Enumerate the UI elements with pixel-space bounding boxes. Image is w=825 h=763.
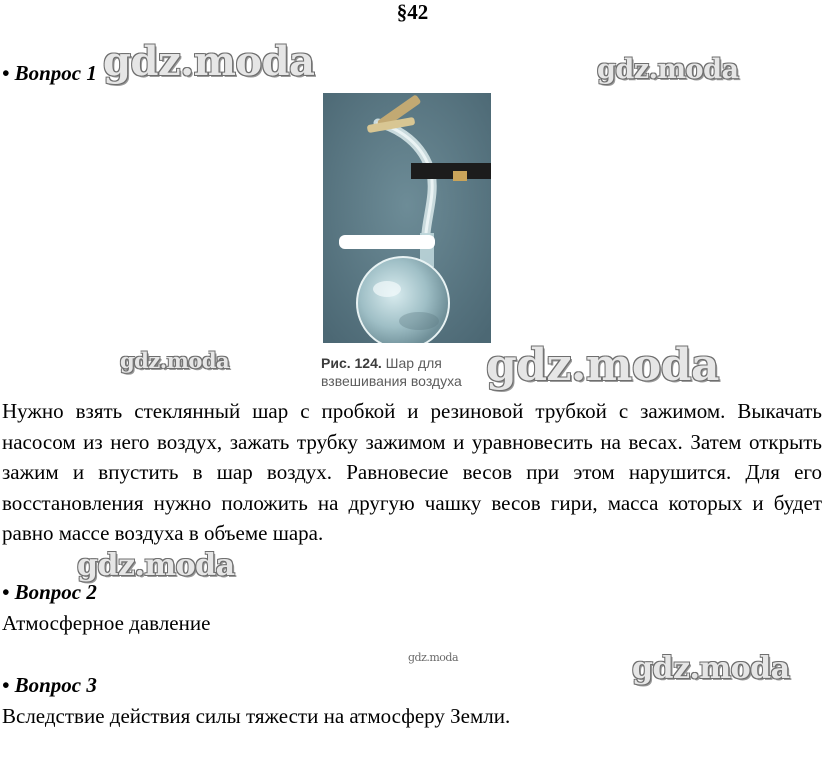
watermark: gdz.moda	[120, 348, 230, 373]
watermark: gdz.moda	[103, 38, 315, 85]
watermark: gdz.moda	[597, 54, 739, 85]
question-1-answer: Нужно взять стеклянный шар с пробкой и резиновой трубкой с зажимом. Выкачать насосом из него воздух, зажать трубку зажимом и уравновесить на весах. Затем открыть зажим и впустить в шар воздух. Равновесие весов при этом нарушится. Для его восстановления нужно положить на другую чашку весов гири, масса которых и будет равно массе воздуха в объеме шара.	[2, 399, 822, 546]
figure-caption	[321, 354, 462, 390]
question-1-heading: • Вопрос 1	[2, 61, 97, 85]
watermark: gdz.moda	[77, 548, 235, 583]
section-title: §42	[396, 0, 429, 24]
figure-caption-line2: взвешивания воздуха	[321, 373, 462, 389]
watermark: gdz.moda	[486, 340, 720, 391]
figure-number: Рис. 124.	[321, 355, 382, 371]
watermark: gdz.moda	[408, 651, 459, 664]
question-2-answer: Атмосферное давление	[2, 611, 211, 635]
question-3-answer: Вследствие действия силы тяжести на атмосферу Земли.	[2, 704, 511, 728]
watermark: gdz.moda	[632, 651, 790, 686]
question-3-heading: • Вопрос 3	[2, 673, 97, 697]
question-2-heading: • Вопрос 2	[2, 580, 97, 604]
figure-image	[323, 93, 491, 343]
figure-caption-line1: Шар для	[385, 355, 442, 371]
glass-flask-illustration	[323, 93, 491, 343]
